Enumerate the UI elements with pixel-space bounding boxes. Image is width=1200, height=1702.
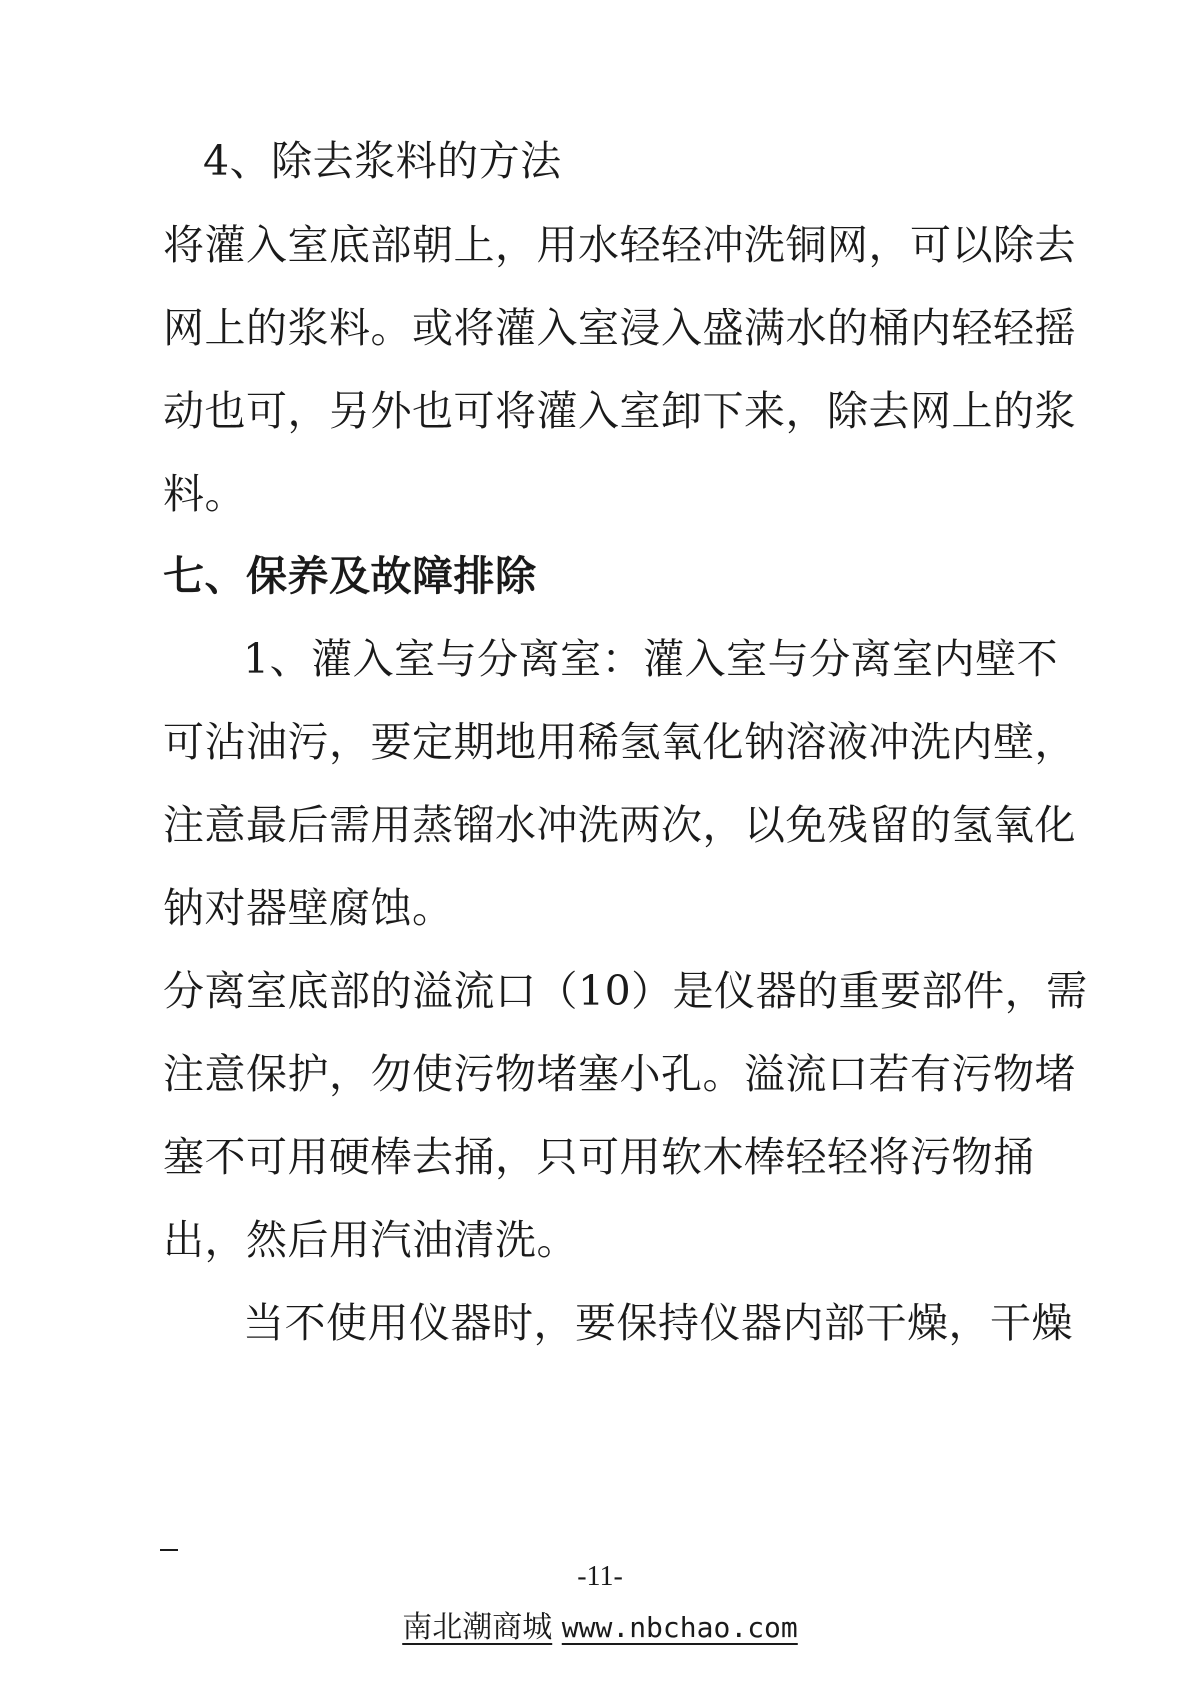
paragraph-line: 网上的浆料。或将灌入室浸入盛满水的桶内轻轻摇 (163, 304, 1076, 352)
page-number: -11- (577, 1561, 623, 1592)
paragraph-line: 料。 (163, 470, 246, 518)
paragraph-line: 当不使用仪器时，要保持仪器内部干燥，干燥 (243, 1299, 1073, 1347)
paragraph-line: 注意最后需用蒸镏水冲洗两次，以免残留的氢氧化 (163, 801, 1076, 849)
footer-link[interactable] (0, 1608, 1200, 1648)
paragraph-line: 钠对器壁腐蚀。 (163, 884, 454, 932)
footer-site-url[interactable]: www.nbchao.com (561, 1611, 798, 1644)
section-4-title: 4、除去浆料的方法 (203, 137, 562, 185)
paragraph-line: 注意保护，勿使污物堵塞小孔。溢流口若有污物堵 (163, 1050, 1076, 1098)
footnote-separator (160, 1549, 178, 1551)
footer-site-name[interactable]: 南北潮商城 (402, 1610, 553, 1645)
section-7-heading: 七、保养及故障排除 (163, 552, 537, 600)
paragraph-line: 塞不可用硬棒去捅，只可用软木棒轻轻将污物捅 (163, 1133, 1035, 1181)
paragraph-line: 将灌入室底部朝上，用水轻轻冲洗铜网，可以除去 (163, 221, 1076, 269)
paragraph-line: 出，然后用汽油清洗。 (163, 1216, 578, 1264)
paragraph-line: 1、灌入室与分离室：灌入室与分离室内壁不 (243, 635, 1059, 683)
paragraph-line: 可沾油污，要定期地用稀氢氧化钠溶液冲洗内壁， (163, 718, 1076, 766)
paragraph-line: 分离室底部的溢流口（10）是仪器的重要部件，需 (163, 967, 1088, 1015)
paragraph-line: 动也可，另外也可将灌入室卸下来，除去网上的浆 (163, 387, 1076, 435)
